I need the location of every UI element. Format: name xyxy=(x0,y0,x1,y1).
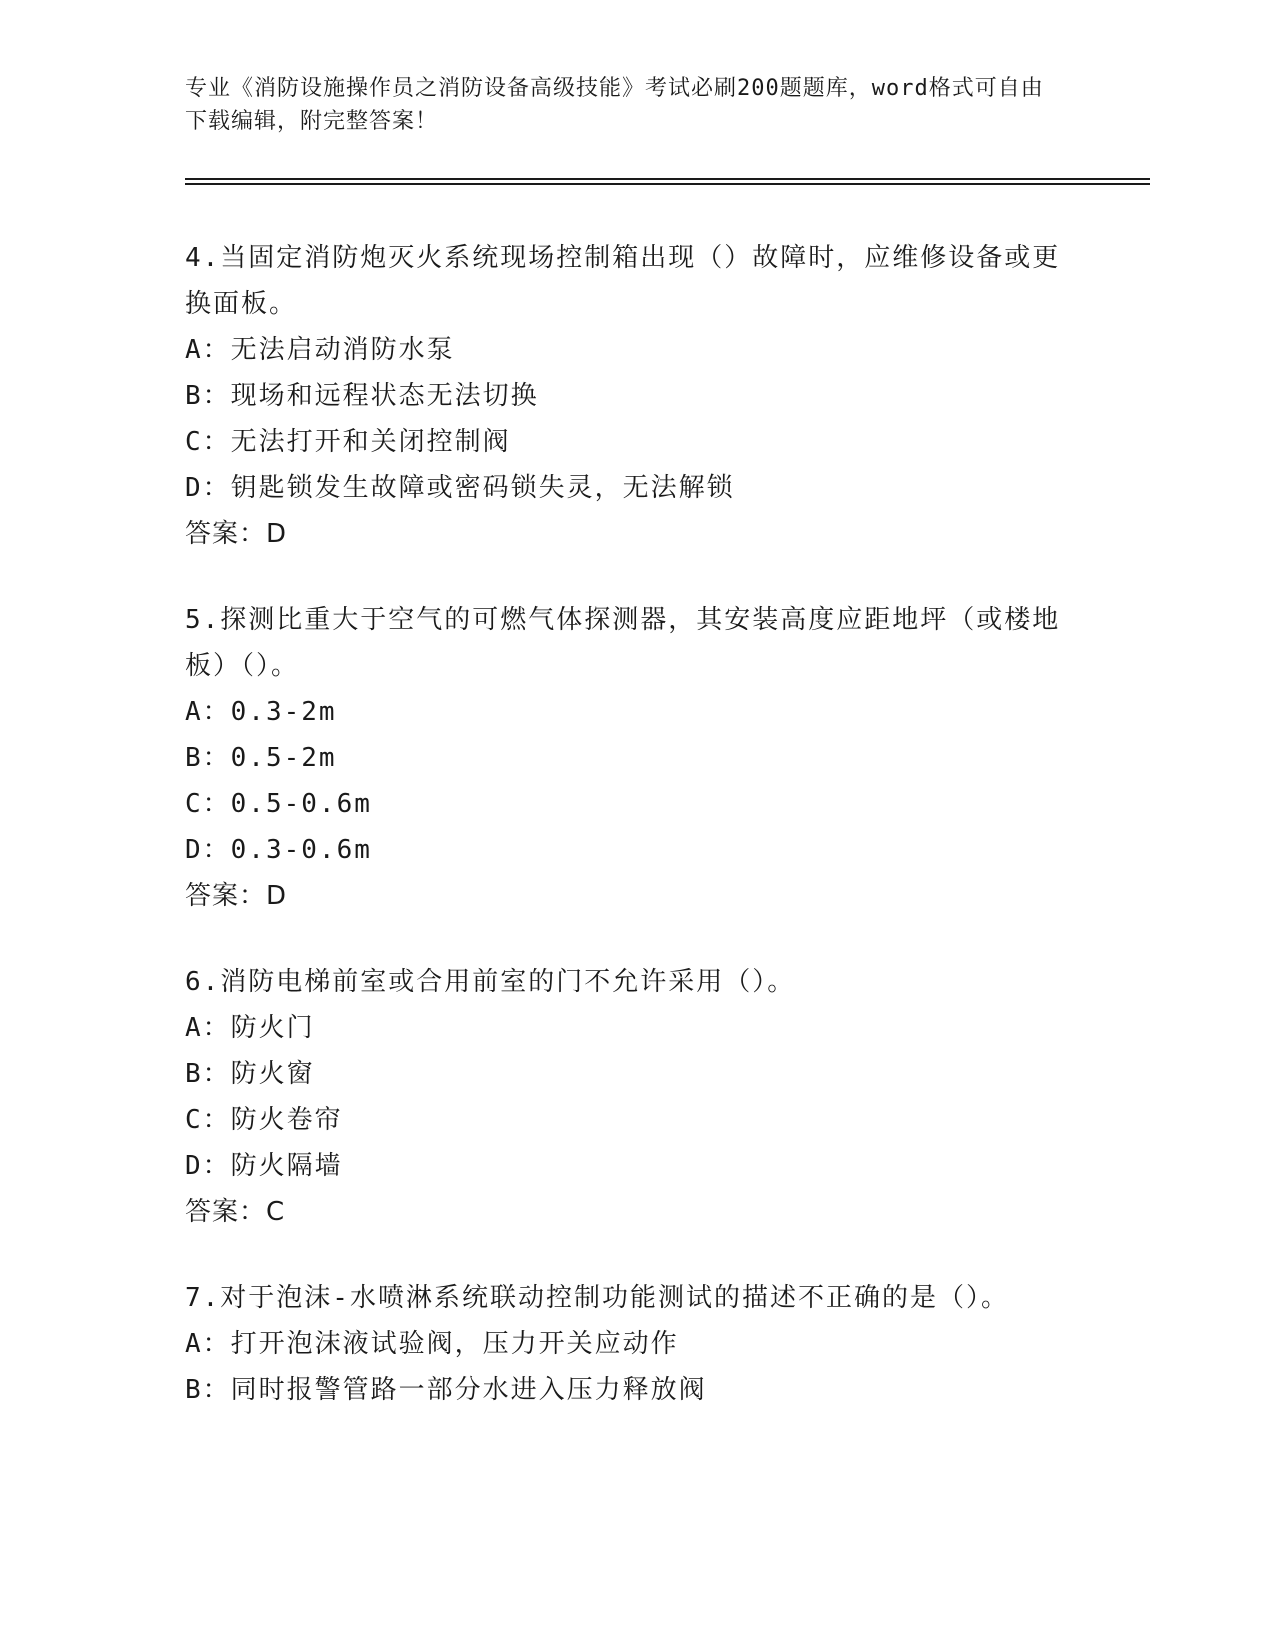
option-b: B：0.5-2m xyxy=(185,743,337,773)
option-c: C：无法打开和关闭控制阀 xyxy=(185,427,511,457)
question-item xyxy=(185,235,1065,557)
option-b: B：现场和远程状态无法切换 xyxy=(185,381,539,411)
question-stem: 6.消防电梯前室或合用前室的门不允许采用（）。 xyxy=(185,967,796,997)
option-a: A：打开泡沫液试验阀，压力开关应动作 xyxy=(185,1329,679,1359)
option-a: A：无法启动消防水泵 xyxy=(185,335,455,365)
option-c: C：0.5-0.6m xyxy=(185,789,372,819)
question-item xyxy=(185,1275,1065,1413)
option-b: B：同时报警管路一部分水进入压力释放阀 xyxy=(185,1375,707,1405)
option-a: A：0.3-2m xyxy=(185,697,337,727)
answer-line: 答案：D xyxy=(185,881,288,911)
option-d: D：0.3-0.6m xyxy=(185,835,372,865)
header-divider-top xyxy=(185,178,1150,180)
option-a: A：防火门 xyxy=(185,1013,315,1043)
question-stem: 4.当固定消防炮灭火系统现场控制箱出现（）故障时，应维修设备或更换面板。 xyxy=(185,243,1061,319)
question-item xyxy=(185,959,1065,1235)
question-item xyxy=(185,597,1065,919)
option-c: C：防火卷帘 xyxy=(185,1105,343,1135)
option-b: B：防火窗 xyxy=(185,1059,315,1089)
option-d: D：防火隔墙 xyxy=(185,1151,343,1181)
answer-line: 答案：C xyxy=(185,1197,286,1227)
option-d: D：钥匙锁发生故障或密码锁失灵，无法解锁 xyxy=(185,473,735,503)
question-stem: 7.对于泡沫-水喷淋系统联动控制功能测试的描述不正确的是（）。 xyxy=(185,1283,1009,1313)
question-stem: 5.探测比重大于空气的可燃气体探测器，其安装高度应距地坪（或楼地板）（）。 xyxy=(185,605,1061,681)
header-divider-bottom xyxy=(185,183,1150,185)
document-header: 专业《消防设施操作员之消防设备高级技能》考试必刷200题题库，word格式可自由下载编辑，附完整答案！ xyxy=(185,76,1044,134)
answer-line: 答案：D xyxy=(185,519,288,549)
question-list xyxy=(185,235,1065,1453)
